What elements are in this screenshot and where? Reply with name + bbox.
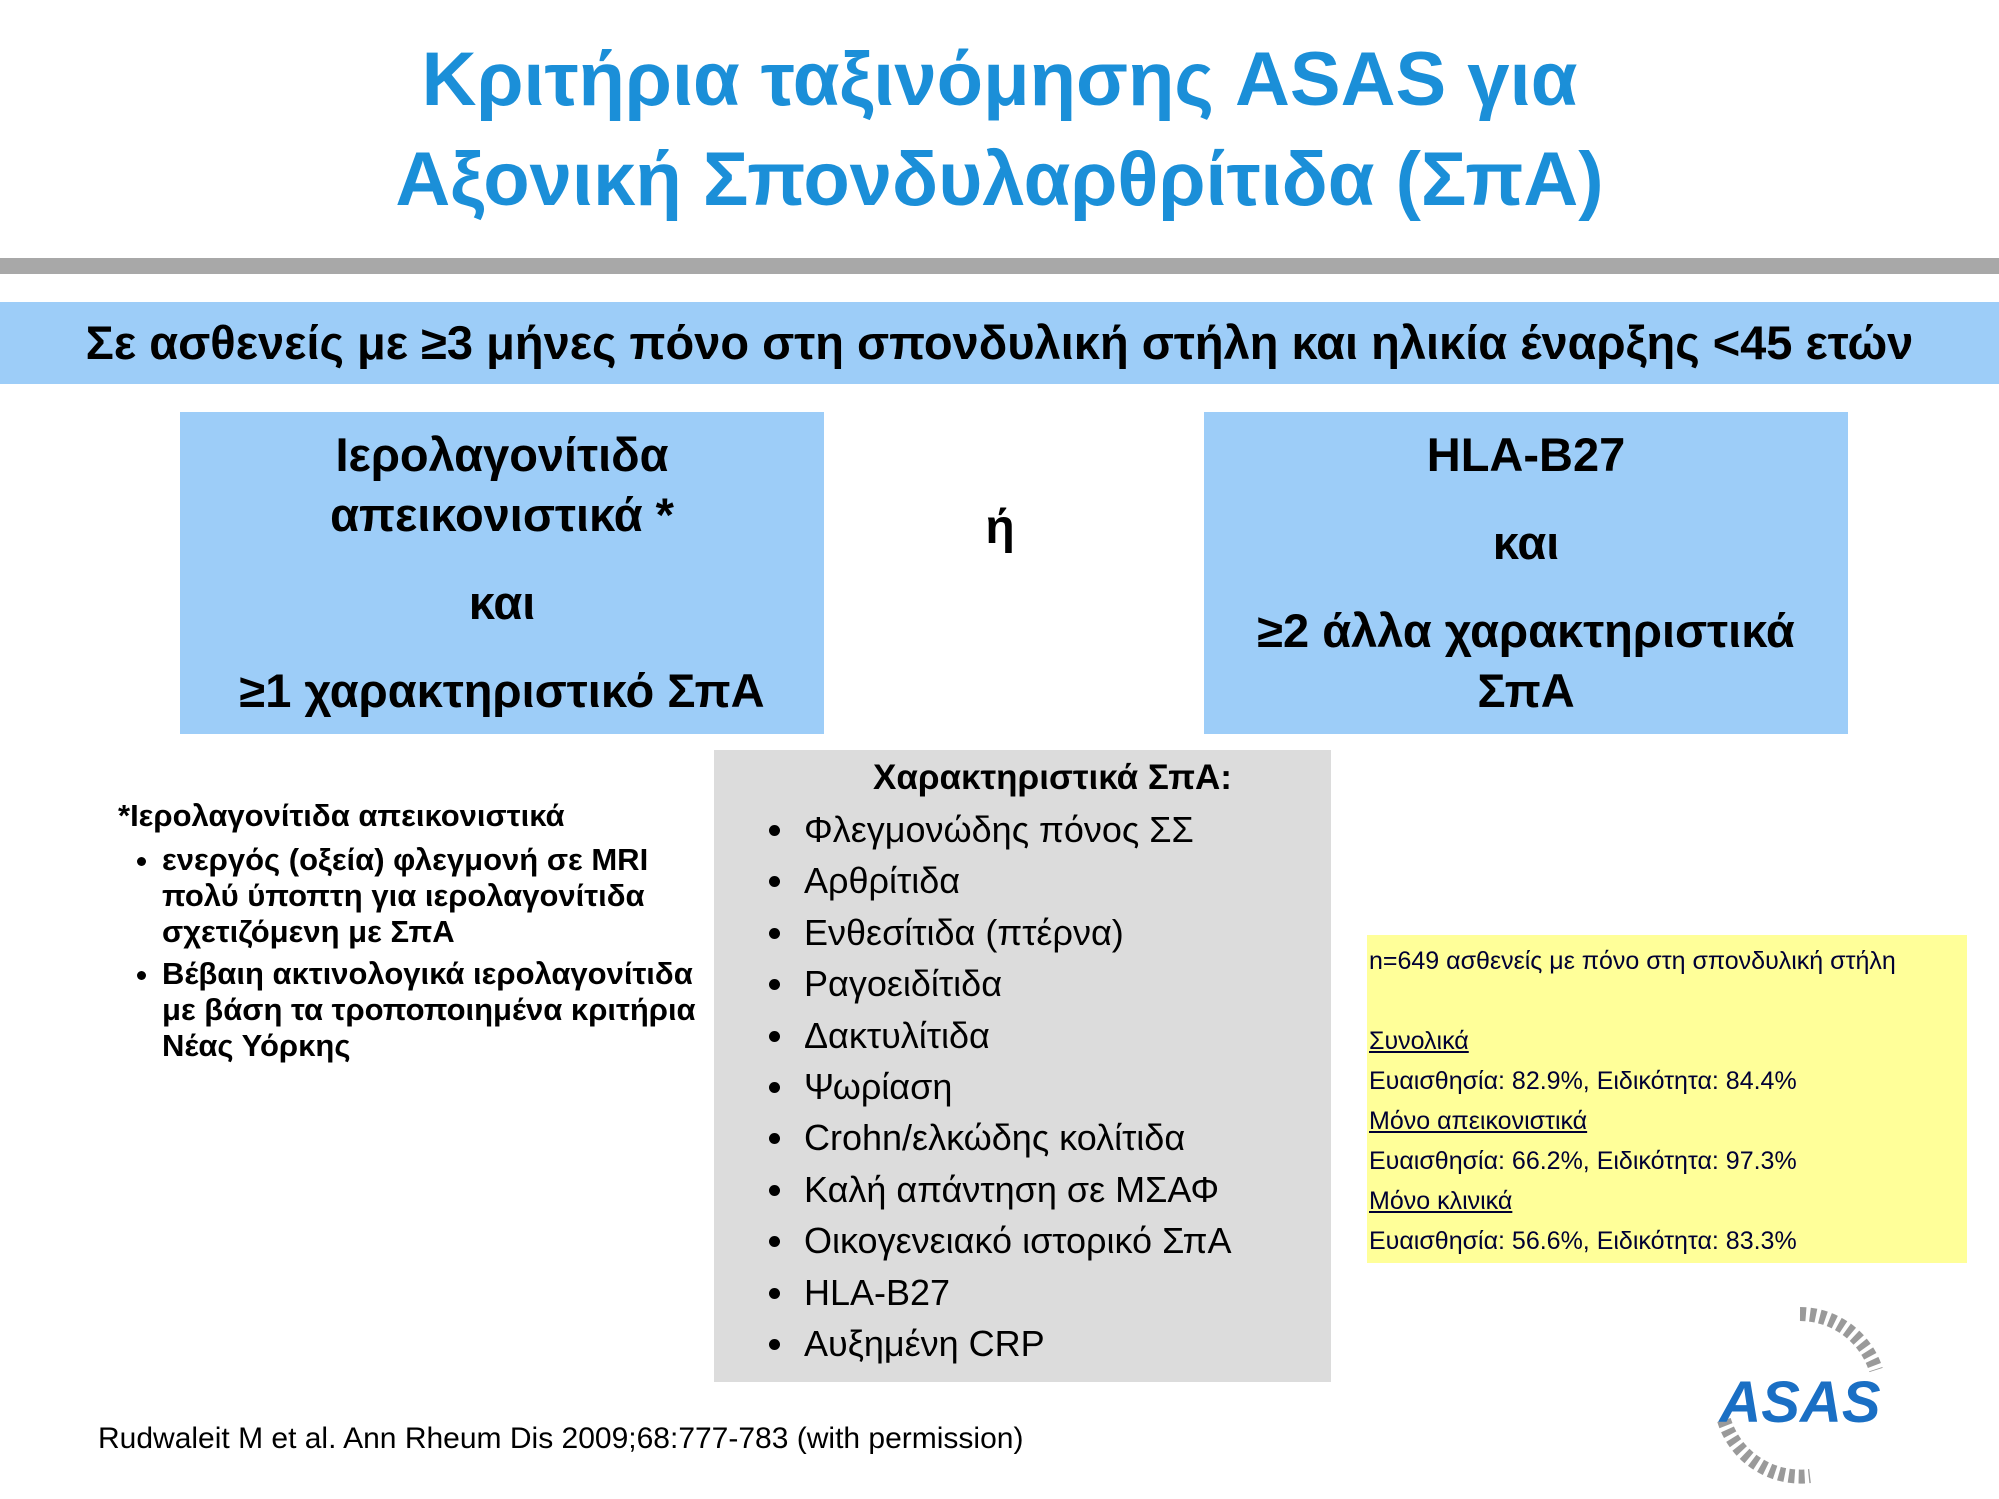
feature-item: • Ενθεσίτιδα (πτέρνα): [798, 907, 1331, 958]
title-line-2: Αξονική Σπονδυλαρθρίτιδα (ΣπΑ): [395, 137, 1604, 222]
imaging-arm-line-1: Ιερολαγονίτιδα: [335, 428, 669, 481]
features-list: [714, 804, 1331, 1369]
imaging-arm-line-2: απεικονιστικά *: [330, 488, 674, 541]
clinical-arm-and: και: [1492, 516, 1560, 569]
footnote-item: • Βέβαιη ακτινολογικά ιερολαγονίτιδα με βάση τα τροποποιημένα κριτήρια Νέας Υόρκης: [162, 956, 698, 1064]
imaging-arm-box: [180, 412, 824, 734]
clinical-arm-line-3: ΣπΑ: [1477, 664, 1575, 717]
stats-imaging: Ευαισθησία: 66.2%, Ειδικότητα: 97.3%: [1369, 1147, 1797, 1175]
feature-item: • Φλεγμονώδης πόνος ΣΣ: [798, 804, 1331, 855]
or-label: ή: [985, 501, 1015, 554]
citation: Rudwaleit M et al. Ann Rheum Dis 2009;68:777-783 (with permission): [98, 1422, 1024, 1455]
stats-spacer: [1369, 981, 1967, 1021]
clinical-arm-box: [1204, 412, 1848, 734]
stats-overall: Ευαισθησία: 82.9%, Ειδικότητα: 84.4%: [1369, 1067, 1797, 1095]
feature-item: • Αυξημένη CRP: [798, 1318, 1331, 1369]
footnote-list: [118, 842, 698, 1064]
stats-imaging-label: Μόνο απεικονιστικά: [1369, 1107, 1588, 1135]
feature-item: • Ψωρίαση: [798, 1061, 1331, 1112]
stats-intro: n=649 ασθενείς με πόνο στη σπονδυλική στήλη: [1369, 947, 1896, 975]
feature-item: • HLA-B27: [798, 1267, 1331, 1318]
logo-text: ASAS: [1719, 1370, 1881, 1435]
footnote-item: • ενεργός (οξεία) φλεγμονή σε MRI πολύ ύποπτη για ιερολαγονίτιδα σχετιζόμενη με ΣπΑ: [162, 842, 698, 950]
feature-item: • Ραγοειδίτιδα: [798, 958, 1331, 1009]
stats-overall-label: Συνολικά: [1369, 1027, 1469, 1055]
feature-item: • Οικογενειακό ιστορικό ΣπΑ: [798, 1215, 1331, 1266]
title-line-1: Κριτήρια ταξινόμησης ASAS για: [421, 37, 1578, 122]
inclusion-banner: Σε ασθενείς με ≥3 μήνες πόνο στη σπονδυλική στήλη και ηλικία έναρξης <45 ετών: [0, 302, 1999, 384]
asas-logo-icon: [1700, 1300, 1900, 1490]
feature-item: • Δακτυλίτιδα: [798, 1010, 1331, 1061]
clinical-arm-line-1: HLA-B27: [1426, 428, 1626, 481]
footnote-heading: *Ιερολαγονίτιδα απεικονιστικά: [118, 798, 565, 833]
imaging-arm-and: και: [468, 576, 536, 629]
imaging-arm-line-3: ≥1 χαρακτηριστικό ΣπΑ: [239, 664, 765, 717]
divider: [0, 258, 1999, 274]
feature-item: • Crohn/ελκώδης κολίτιδα: [798, 1112, 1331, 1163]
spa-features-box: [714, 750, 1331, 1382]
slide-title: [0, 30, 1999, 230]
feature-item: • Καλή απάντηση σε ΜΣΑΦ: [798, 1164, 1331, 1215]
clinical-arm-line-2: ≥2 άλλα χαρακτηριστικά: [1257, 604, 1795, 657]
feature-item: • Αρθρίτιδα: [798, 855, 1331, 906]
stats-clinical-label: Μόνο κλινικά: [1369, 1187, 1513, 1215]
performance-stats-box: [1367, 935, 1967, 1263]
imaging-footnote: [118, 796, 698, 1070]
features-heading: Χαρακτηριστικά ΣπΑ:: [873, 758, 1232, 797]
stats-clinical: Ευαισθησία: 56.6%, Ειδικότητα: 83.3%: [1369, 1227, 1797, 1255]
